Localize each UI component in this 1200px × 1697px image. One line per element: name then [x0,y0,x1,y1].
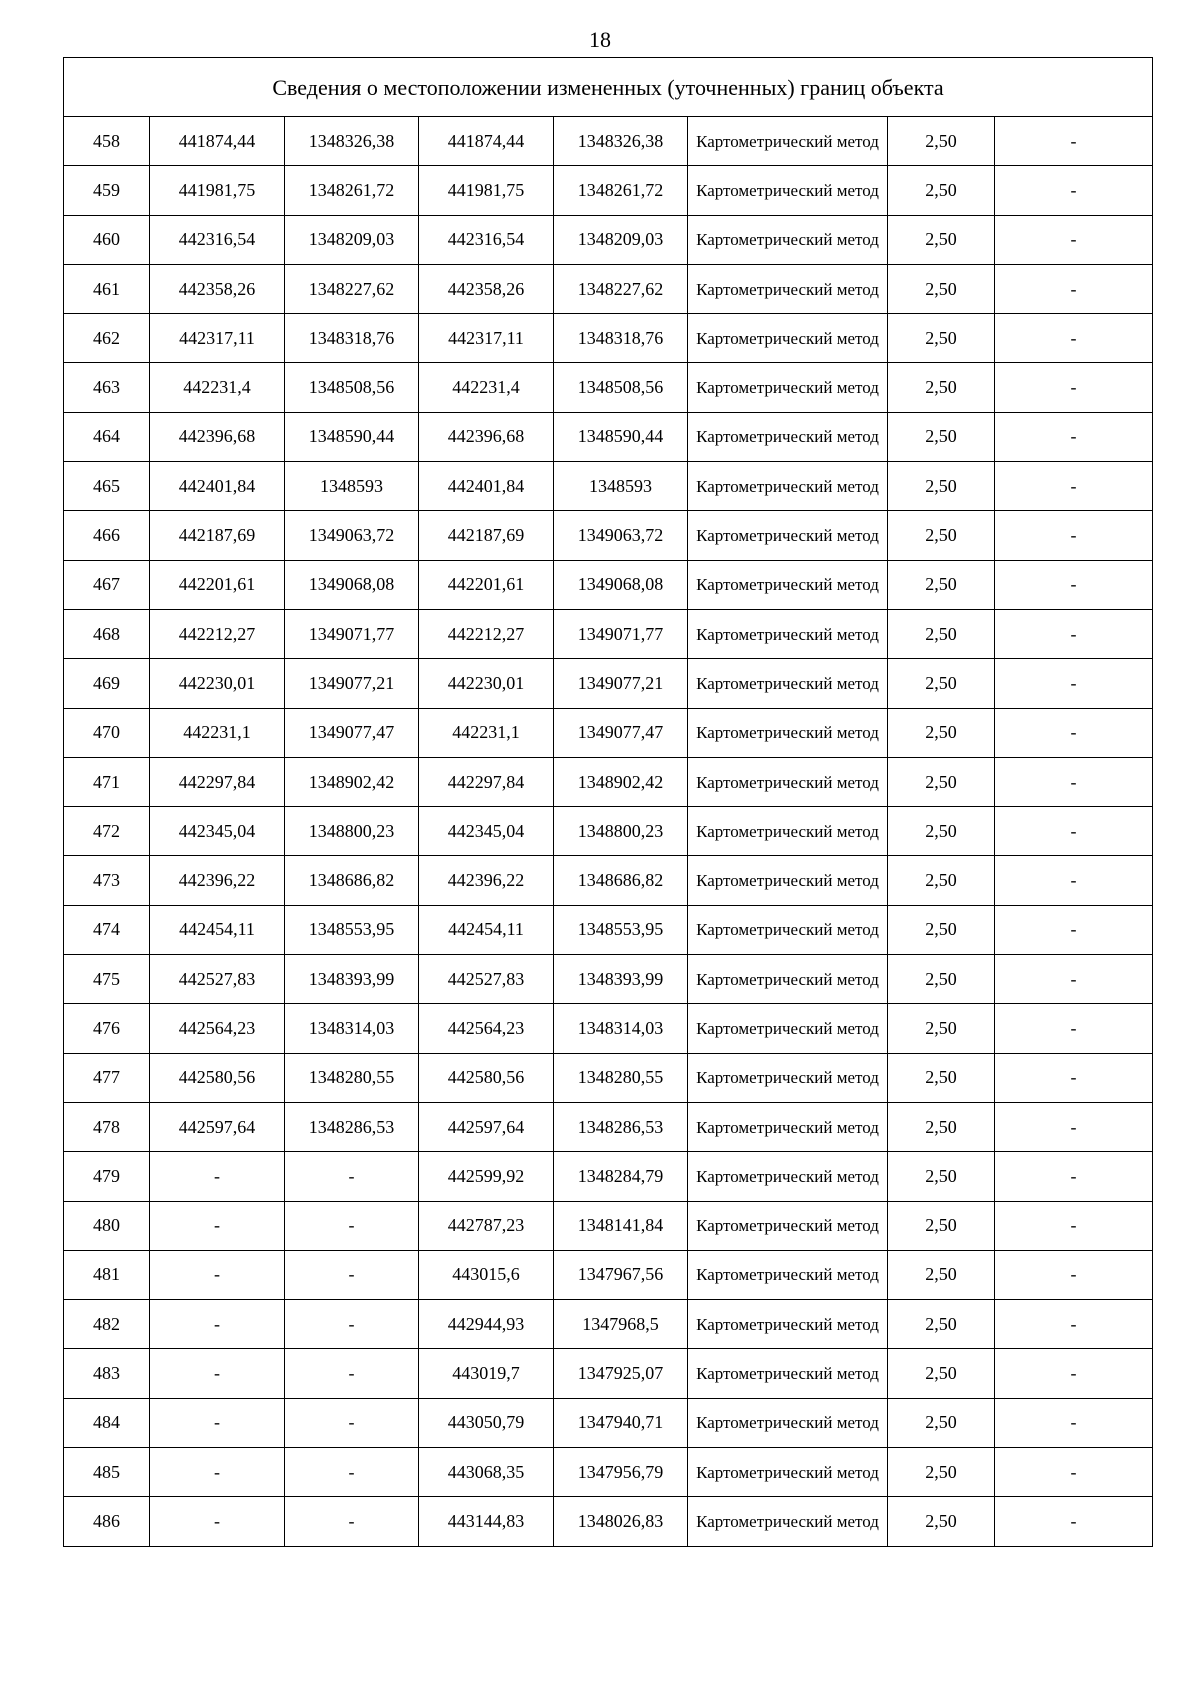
table-row [64,1102,1153,1151]
y-existing-cell: - [285,1398,419,1447]
table-row [64,363,1153,412]
x-existing-cell: 442230,01 [150,659,285,708]
table-row [64,757,1153,806]
table-row [64,215,1153,264]
accuracy-cell: 2,50 [888,1300,995,1349]
accuracy-cell: 2,50 [888,1201,995,1250]
note-cell: - [995,1250,1153,1299]
method-cell: Картометрический метод [688,1349,888,1398]
accuracy-cell: 2,50 [888,1398,995,1447]
x-refined-cell: 443019,7 [419,1349,554,1398]
note-cell: - [995,1300,1153,1349]
y-existing-cell: 1349068,08 [285,560,419,609]
x-refined-cell: 442297,84 [419,757,554,806]
note-cell: - [995,462,1153,511]
point-number-cell: 480 [64,1201,150,1250]
x-existing-cell: 442396,22 [150,856,285,905]
point-number-cell: 486 [64,1497,150,1546]
x-existing-cell: 442454,11 [150,905,285,954]
point-number-cell: 469 [64,659,150,708]
point-number-cell: 458 [64,117,150,166]
point-number-cell: 463 [64,363,150,412]
x-refined-cell: 442396,68 [419,412,554,461]
x-refined-cell: 442787,23 [419,1201,554,1250]
table-row [64,264,1153,313]
y-refined-cell: 1348280,55 [554,1053,688,1102]
table-row [64,856,1153,905]
x-refined-cell: 442201,61 [419,560,554,609]
note-cell: - [995,1448,1153,1497]
method-cell: Картометрический метод [688,117,888,166]
y-existing-cell: - [285,1152,419,1201]
x-refined-cell: 442358,26 [419,264,554,313]
x-existing-cell: 442297,84 [150,757,285,806]
accuracy-cell: 2,50 [888,659,995,708]
y-refined-cell: 1349068,08 [554,560,688,609]
y-existing-cell: 1348318,76 [285,314,419,363]
point-number-cell: 464 [64,412,150,461]
y-existing-cell: 1348553,95 [285,905,419,954]
accuracy-cell: 2,50 [888,609,995,658]
method-cell: Картометрический метод [688,1497,888,1546]
x-refined-cell: 442599,92 [419,1152,554,1201]
y-refined-cell: 1348314,03 [554,1004,688,1053]
method-cell: Картометрический метод [688,757,888,806]
y-refined-cell: 1349077,21 [554,659,688,708]
table-row [64,412,1153,461]
y-existing-cell: 1348261,72 [285,166,419,215]
x-refined-cell: 442580,56 [419,1053,554,1102]
y-refined-cell: 1347956,79 [554,1448,688,1497]
y-existing-cell: 1348209,03 [285,215,419,264]
y-refined-cell: 1348284,79 [554,1152,688,1201]
x-refined-cell: 442230,01 [419,659,554,708]
y-existing-cell: 1348590,44 [285,412,419,461]
point-number-cell: 484 [64,1398,150,1447]
x-existing-cell: 442316,54 [150,215,285,264]
table-row [64,659,1153,708]
x-existing-cell: 442201,61 [150,560,285,609]
x-existing-cell: - [150,1152,285,1201]
accuracy-cell: 2,50 [888,1448,995,1497]
y-refined-cell: 1347968,5 [554,1300,688,1349]
y-refined-cell: 1348393,99 [554,955,688,1004]
x-existing-cell: - [150,1448,285,1497]
x-existing-cell: - [150,1250,285,1299]
accuracy-cell: 2,50 [888,560,995,609]
point-number-cell: 479 [64,1152,150,1201]
method-cell: Картометрический метод [688,215,888,264]
point-number-cell: 460 [64,215,150,264]
method-cell: Картометрический метод [688,1300,888,1349]
x-refined-cell: 442454,11 [419,905,554,954]
y-refined-cell: 1348026,83 [554,1497,688,1546]
y-refined-cell: 1348590,44 [554,412,688,461]
method-cell: Картометрический метод [688,314,888,363]
point-number-cell: 485 [64,1448,150,1497]
x-refined-cell: 443015,6 [419,1250,554,1299]
table-row [64,1300,1153,1349]
accuracy-cell: 2,50 [888,708,995,757]
y-existing-cell: 1348227,62 [285,264,419,313]
page-number: 18 [589,27,611,52]
point-number-cell: 461 [64,264,150,313]
point-number-cell: 475 [64,955,150,1004]
note-cell: - [995,757,1153,806]
y-refined-cell: 1347967,56 [554,1250,688,1299]
y-refined-cell: 1348209,03 [554,215,688,264]
table-row [64,1053,1153,1102]
note-cell: - [995,511,1153,560]
point-number-cell: 482 [64,1300,150,1349]
x-existing-cell: 442345,04 [150,807,285,856]
table-row [64,166,1153,215]
y-existing-cell: 1348686,82 [285,856,419,905]
method-cell: Картометрический метод [688,462,888,511]
x-refined-cell: 441874,44 [419,117,554,166]
y-refined-cell: 1349071,77 [554,609,688,658]
note-cell: - [995,856,1153,905]
x-refined-cell: 443068,35 [419,1448,554,1497]
method-cell: Картометрический метод [688,1448,888,1497]
y-refined-cell: 1348261,72 [554,166,688,215]
accuracy-cell: 2,50 [888,412,995,461]
table-row [64,1398,1153,1447]
boundary-coordinates-table [63,57,1153,1547]
point-number-cell: 466 [64,511,150,560]
y-existing-cell: 1348508,56 [285,363,419,412]
x-refined-cell: 443050,79 [419,1398,554,1447]
table-row [64,905,1153,954]
note-cell: - [995,708,1153,757]
accuracy-cell: 2,50 [888,757,995,806]
table-row [64,1201,1153,1250]
accuracy-cell: 2,50 [888,511,995,560]
note-cell: - [995,117,1153,166]
x-refined-cell: 442345,04 [419,807,554,856]
note-cell: - [995,807,1153,856]
y-existing-cell: 1348593 [285,462,419,511]
method-cell: Картометрический метод [688,1152,888,1201]
table-row [64,511,1153,560]
y-refined-cell: 1348800,23 [554,807,688,856]
y-refined-cell: 1347940,71 [554,1398,688,1447]
y-existing-cell: - [285,1497,419,1546]
note-cell: - [995,609,1153,658]
point-number-cell: 471 [64,757,150,806]
note-cell: - [995,1201,1153,1250]
x-refined-cell: 442396,22 [419,856,554,905]
x-existing-cell: - [150,1300,285,1349]
table-title: Сведения о местоположении измененных (уточненных) границ объекта [64,58,1153,117]
note-cell: - [995,1152,1153,1201]
x-existing-cell: 442597,64 [150,1102,285,1151]
accuracy-cell: 2,50 [888,1250,995,1299]
accuracy-cell: 2,50 [888,166,995,215]
x-existing-cell: 442187,69 [150,511,285,560]
method-cell: Картометрический метод [688,1250,888,1299]
x-existing-cell: - [150,1201,285,1250]
x-existing-cell: 442212,27 [150,609,285,658]
method-cell: Картометрический метод [688,560,888,609]
point-number-cell: 465 [64,462,150,511]
x-existing-cell: 442231,1 [150,708,285,757]
table-row [64,314,1153,363]
point-number-cell: 474 [64,905,150,954]
table-row [64,807,1153,856]
note-cell: - [995,1497,1153,1546]
note-cell: - [995,1398,1153,1447]
note-cell: - [995,659,1153,708]
y-existing-cell: 1349077,21 [285,659,419,708]
point-number-cell: 478 [64,1102,150,1151]
table-row [64,1349,1153,1398]
point-number-cell: 476 [64,1004,150,1053]
y-refined-cell: 1348686,82 [554,856,688,905]
y-existing-cell: 1349077,47 [285,708,419,757]
method-cell: Картометрический метод [688,1102,888,1151]
table-title-row [64,58,1153,117]
x-refined-cell: 442317,11 [419,314,554,363]
y-existing-cell: 1349071,77 [285,609,419,658]
y-existing-cell: 1348280,55 [285,1053,419,1102]
x-refined-cell: 442597,64 [419,1102,554,1151]
point-number-cell: 468 [64,609,150,658]
method-cell: Картометрический метод [688,807,888,856]
table-row [64,955,1153,1004]
method-cell: Картометрический метод [688,1398,888,1447]
x-refined-cell: 442527,83 [419,955,554,1004]
accuracy-cell: 2,50 [888,1152,995,1201]
method-cell: Картометрический метод [688,905,888,954]
note-cell: - [995,560,1153,609]
point-number-cell: 473 [64,856,150,905]
point-number-cell: 467 [64,560,150,609]
x-refined-cell: 442212,27 [419,609,554,658]
x-refined-cell: 442231,1 [419,708,554,757]
note-cell: - [995,1102,1153,1151]
x-refined-cell: 442401,84 [419,462,554,511]
table-row [64,1004,1153,1053]
y-refined-cell: 1348508,56 [554,363,688,412]
accuracy-cell: 2,50 [888,117,995,166]
accuracy-cell: 2,50 [888,905,995,954]
y-refined-cell: 1347925,07 [554,1349,688,1398]
x-existing-cell: 442317,11 [150,314,285,363]
y-refined-cell: 1348553,95 [554,905,688,954]
accuracy-cell: 2,50 [888,215,995,264]
note-cell: - [995,1349,1153,1398]
x-refined-cell: 443144,83 [419,1497,554,1546]
note-cell: - [995,1004,1153,1053]
table-row [64,1448,1153,1497]
method-cell: Картометрический метод [688,659,888,708]
y-refined-cell: 1348902,42 [554,757,688,806]
y-existing-cell: 1348286,53 [285,1102,419,1151]
table-row [64,708,1153,757]
y-refined-cell: 1349077,47 [554,708,688,757]
method-cell: Картометрический метод [688,1201,888,1250]
table-row [64,609,1153,658]
x-existing-cell: 441981,75 [150,166,285,215]
note-cell: - [995,905,1153,954]
method-cell: Картометрический метод [688,856,888,905]
note-cell: - [995,264,1153,313]
table-row [64,1497,1153,1546]
accuracy-cell: 2,50 [888,955,995,1004]
x-existing-cell: - [150,1497,285,1546]
y-existing-cell: 1348393,99 [285,955,419,1004]
point-number-cell: 472 [64,807,150,856]
accuracy-cell: 2,50 [888,462,995,511]
accuracy-cell: 2,50 [888,363,995,412]
x-refined-cell: 441981,75 [419,166,554,215]
note-cell: - [995,363,1153,412]
accuracy-cell: 2,50 [888,856,995,905]
y-refined-cell: 1348286,53 [554,1102,688,1151]
y-existing-cell: 1348800,23 [285,807,419,856]
method-cell: Картометрический метод [688,511,888,560]
method-cell: Картометрический метод [688,708,888,757]
method-cell: Картометрический метод [688,955,888,1004]
y-existing-cell: 1348902,42 [285,757,419,806]
method-cell: Картометрический метод [688,1004,888,1053]
table-row [64,1152,1153,1201]
x-existing-cell: 442564,23 [150,1004,285,1053]
note-cell: - [995,412,1153,461]
accuracy-cell: 2,50 [888,264,995,313]
x-existing-cell: 442396,68 [150,412,285,461]
method-cell: Картометрический метод [688,1053,888,1102]
y-existing-cell: - [285,1250,419,1299]
accuracy-cell: 2,50 [888,807,995,856]
table-row [64,117,1153,166]
note-cell: - [995,1053,1153,1102]
y-existing-cell: 1348326,38 [285,117,419,166]
x-existing-cell: - [150,1349,285,1398]
x-refined-cell: 442564,23 [419,1004,554,1053]
y-existing-cell: 1348314,03 [285,1004,419,1053]
accuracy-cell: 2,50 [888,1349,995,1398]
accuracy-cell: 2,50 [888,1497,995,1546]
point-number-cell: 481 [64,1250,150,1299]
x-existing-cell: 442401,84 [150,462,285,511]
x-refined-cell: 442187,69 [419,511,554,560]
table-row [64,560,1153,609]
method-cell: Картометрический метод [688,166,888,215]
table-row [64,462,1153,511]
note-cell: - [995,955,1153,1004]
y-refined-cell: 1348227,62 [554,264,688,313]
y-existing-cell: - [285,1300,419,1349]
x-refined-cell: 442944,93 [419,1300,554,1349]
table-row [64,1250,1153,1299]
point-number-cell: 462 [64,314,150,363]
method-cell: Картометрический метод [688,412,888,461]
point-number-cell: 483 [64,1349,150,1398]
note-cell: - [995,166,1153,215]
table-body [64,58,1153,1547]
note-cell: - [995,314,1153,363]
accuracy-cell: 2,50 [888,314,995,363]
method-cell: Картометрический метод [688,264,888,313]
x-existing-cell: 442580,56 [150,1053,285,1102]
y-existing-cell: - [285,1201,419,1250]
x-existing-cell: 441874,44 [150,117,285,166]
x-existing-cell: - [150,1398,285,1447]
y-existing-cell: - [285,1349,419,1398]
y-refined-cell: 1348318,76 [554,314,688,363]
x-existing-cell: 442527,83 [150,955,285,1004]
point-number-cell: 477 [64,1053,150,1102]
y-refined-cell: 1348326,38 [554,117,688,166]
accuracy-cell: 2,50 [888,1004,995,1053]
x-refined-cell: 442316,54 [419,215,554,264]
y-refined-cell: 1349063,72 [554,511,688,560]
point-number-cell: 470 [64,708,150,757]
y-existing-cell: - [285,1448,419,1497]
y-existing-cell: 1349063,72 [285,511,419,560]
y-refined-cell: 1348141,84 [554,1201,688,1250]
note-cell: - [995,215,1153,264]
accuracy-cell: 2,50 [888,1102,995,1151]
x-existing-cell: 442231,4 [150,363,285,412]
method-cell: Картометрический метод [688,609,888,658]
accuracy-cell: 2,50 [888,1053,995,1102]
y-refined-cell: 1348593 [554,462,688,511]
point-number-cell: 459 [64,166,150,215]
x-existing-cell: 442358,26 [150,264,285,313]
method-cell: Картометрический метод [688,363,888,412]
x-refined-cell: 442231,4 [419,363,554,412]
